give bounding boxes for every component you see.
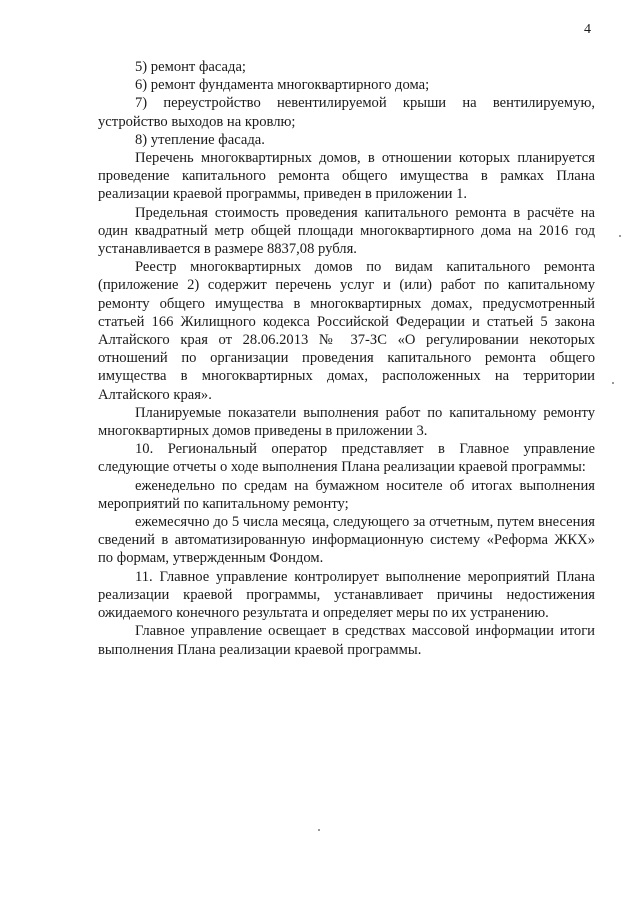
- paragraph-monthly-report: ежемесячно до 5 числа месяца, следующего за отчетным, путем внесения сведений в автоматизированную информационную систему «Реформа ЖКХ» по формам, утвержденным Фондом.: [98, 514, 595, 567]
- paragraph-max-cost: Предельная стоимость проведения капитального ремонта в расчёте на один квадратный метр общей площади многоквартирного дома на 2016 год устанавливается в размере 8837,08 рубля.: [98, 204, 595, 258]
- scan-speck: [619, 235, 621, 237]
- paragraph-item-8: 8) утепление фасада.: [135, 131, 265, 148]
- scan-speck: [612, 382, 614, 384]
- scan-speck: [318, 829, 320, 831]
- document-body: [98, 58, 595, 659]
- paragraph-house-list: Перечень многоквартирных домов, в отношении которых планируется проведение капитального ремонта общего имущества в рамках Плана реализации краевой программы, приведен в приложении 1.: [98, 150, 595, 203]
- paragraph-registry: Реестр многоквартирных домов по видам капитального ремонта (приложение 2) содержит перечень услуг и (или) работ по капитальному ремонту общего имущества в многоквартирных домах, предусмотренный статьей 166 Жилищного кодекса Российской Федерации и статьей 5 закона Алтайского края от 28.06.2013 № 37-ЗС «О регулировании некоторых отношений по организации проведения капитального ремонта общего имущества в многоквартирных домах, расположенных на территории Алтайского края».: [98, 259, 595, 403]
- paragraph-media: Главное управление освещает в средствах массовой информации итоги выполнения Плана реализации краевой программы.: [98, 623, 595, 658]
- paragraph-indicators: Планируемые показатели выполнения работ по капитальному ремонту многоквартирных домов приведены в приложении 3.: [98, 404, 595, 440]
- paragraph-item-7: 7) переустройство невентилируемой крыши на вентилируемую, устройство выходов на кровлю;: [98, 95, 595, 130]
- paragraph-section-11: 11. Главное управление контролирует выполнение мероприятий Плана реализации краевой программы, устанавливает причины недостижения ожидаемого конечного результата и определяет меры по их устранению.: [98, 568, 595, 622]
- paragraph-item-6: 6) ремонт фундамента многоквартирного дома;: [135, 77, 430, 94]
- page-number: 4: [584, 22, 591, 37]
- paragraph-weekly-report: еженедельно по средам на бумажном носителе об итогах выполнения мероприятий по капитальному ремонту;: [98, 477, 595, 512]
- paragraph-section-10: 10. Региональный оператор представляет в Главное управление следующие отчеты о ходе выполнения Плана реализации краевой программы:: [98, 441, 595, 476]
- paragraph-item-5: 5) ремонт фасада;: [135, 59, 246, 75]
